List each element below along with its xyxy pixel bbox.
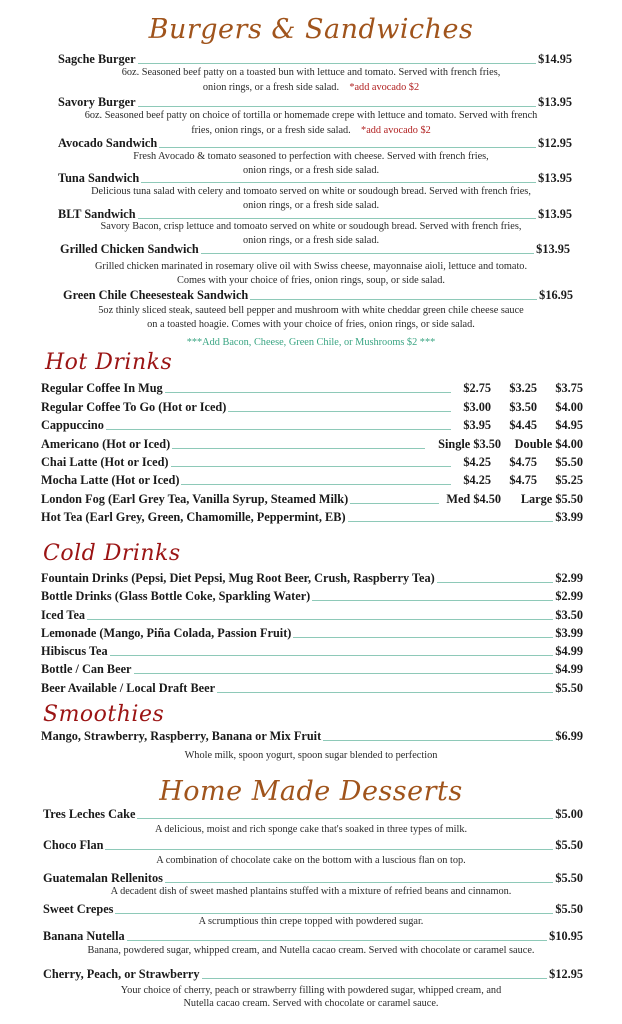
- dot-leader: [106, 429, 451, 430]
- dot-leader: [138, 63, 537, 64]
- item-name: Tuna Sandwich: [58, 171, 140, 185]
- menu-item-banana-nutella: Banana Nutella $10.95: [43, 929, 583, 943]
- menu-item-bottle-can-beer: Bottle / Can Beer $4.99: [41, 662, 583, 676]
- menu-item-cherry-peach-strawberry: Cherry, Peach, or Strawberry $12.95: [43, 967, 583, 981]
- menu-item-lemonade: Lemonade (Mango, Piña Colada, Passion Fruit) $3.99: [41, 626, 583, 640]
- dot-leader: [137, 818, 553, 819]
- menu-item-smoothie: Mango, Strawberry, Raspberry, Banana or Mix Fruit $6.99: [41, 729, 583, 743]
- menu-item-green-chile-cheesesteak: [63, 288, 573, 302]
- dot-leader: [217, 692, 553, 693]
- menu-item-grilled-chicken-sandwich: [60, 242, 570, 256]
- section-title-burgers: Burgers & Sandwiches: [148, 14, 474, 45]
- item-description: Whole milk, spoon yogurt, spoon sugar blended to perfection: [184, 750, 438, 761]
- item-name: Savory Burger: [58, 95, 136, 109]
- item-price: $16.95: [539, 288, 573, 302]
- menu-item-avocado-sandwich: [58, 136, 572, 150]
- dot-leader: [312, 600, 553, 601]
- item-name: BLT Sandwich: [58, 207, 136, 221]
- dot-leader: [228, 411, 451, 412]
- dot-leader: [350, 503, 439, 504]
- item-price: $14.95: [538, 52, 572, 66]
- section-title-smoothies: Smoothies: [43, 702, 165, 727]
- dot-leader: [293, 637, 553, 638]
- menu-item-fountain-drinks: Fountain Drinks (Pepsi, Diet Pepsi, Mug Root Beer, Crush, Raspberry Tea) $2.99: [41, 571, 583, 585]
- dot-leader: [348, 521, 554, 522]
- dot-leader: [127, 940, 548, 941]
- dot-leader: [181, 484, 451, 485]
- item-description: Savory Bacon, crisp lettuce and tomoato served on white or soudough bread. Served with french fries, onion rings, or a fresh side salad.: [100, 221, 522, 246]
- menu-item-choco-flan: Choco Flan $5.50: [43, 838, 583, 852]
- menu-item-draft-beer: Beer Available / Local Draft Beer $5.50: [41, 681, 583, 695]
- dot-leader: [165, 882, 553, 883]
- menu-item-tuna-sandwich: [58, 171, 572, 185]
- dot-leader: [250, 299, 537, 300]
- dot-leader: [437, 582, 554, 583]
- menu-item-mocha-latte: Mocha Latte (Hot or Iced) $4.25 $4.75 $5.25: [41, 473, 583, 487]
- dot-leader: [134, 673, 554, 674]
- item-description: 5oz thinly sliced steak, sauteed bell pepper and mushroom with white cheddar green chile cheese sauce on a toasted hoagie. Comes with your choice of fries, onion rings, or side salad.: [98, 305, 524, 330]
- dot-leader: [87, 619, 553, 620]
- addon-note: ***Add Bacon, Cheese, Green Chile, or Mushrooms $2 ***: [186, 337, 436, 348]
- dot-leader: [171, 466, 451, 467]
- section-title-cold-drinks: Cold Drinks: [43, 541, 181, 566]
- menu-item-blt-sandwich: [58, 207, 572, 221]
- section-title-desserts: Home Made Desserts: [159, 776, 463, 807]
- dot-leader: [165, 392, 451, 393]
- item-name: Green Chile Cheesesteak Sandwich: [63, 288, 249, 302]
- addon-avocado: *add avocado $2: [361, 125, 431, 136]
- menu-item-hibiscus-tea: Hibiscus Tea $4.99: [41, 644, 583, 658]
- dot-leader: [138, 218, 537, 219]
- menu-item-savory-burger: [58, 95, 572, 109]
- item-price: $13.95: [536, 242, 570, 256]
- item-price: $13.95: [538, 171, 572, 185]
- item-name: Grilled Chicken Sandwich: [60, 242, 199, 256]
- item-description: 6oz. Seasoned beef patty on choice of tortilla or homemade crepe with lettuce and tomato. Served with french fries, onion rings, or a fresh side salad. *add avocado $2: [84, 110, 538, 136]
- dot-leader: [202, 978, 548, 979]
- item-name: Sagche Burger: [58, 52, 136, 66]
- menu-item-sagche-burger: [58, 52, 572, 66]
- dot-leader: [172, 448, 425, 449]
- section-title-hot-drinks: Hot Drinks: [45, 350, 173, 375]
- menu-item-cappuccino: Cappuccino $3.95 $4.45 $4.95: [41, 418, 583, 432]
- dot-leader: [323, 740, 553, 741]
- item-description: A scrumptious thin crepe topped with powdered sugar.: [198, 916, 424, 927]
- dot-leader: [201, 253, 534, 254]
- item-description: Fresh Avocado & tomato seasoned to perfection with cheese. Served with french fries, onion rings, or a fresh side salad.: [133, 151, 489, 176]
- menu-item-americano: Americano (Hot or Iced) Single $3.50 Double $4.00: [41, 437, 583, 451]
- item-prices: $3.00 $3.50 $4.00: [463, 400, 583, 414]
- item-prices: $2.75 $3.25 $3.75: [463, 381, 583, 395]
- item-description: A delicious, moist and rich sponge cake that's soaked in three types of milk.: [154, 824, 468, 835]
- item-description: Your choice of cherry, peach or strawberry filling with powdered sugar, whipped cream, and Nutella cacao cream. Served with chocolate or caramel sauce.: [120, 985, 502, 1009]
- item-name: Avocado Sandwich: [58, 136, 158, 150]
- item-prices: $4.25 $4.75 $5.25: [463, 473, 583, 487]
- menu-item-hot-tea: Hot Tea (Earl Grey, Green, Chamomille, Peppermint, EB) $3.99: [41, 510, 583, 524]
- menu-item-regular-coffee-mug: Regular Coffee In Mug $2.75 $3.25 $3.75: [41, 381, 583, 395]
- menu-item-guatemalan-rellenitos: Guatemalan Rellenitos $5.50: [43, 871, 583, 885]
- item-prices: Med $4.50 Large $5.50: [446, 492, 583, 506]
- item-description: Delicious tuna salad with celery and tomoato served on white or soudough bread. Served with french fries, onion rings, or a fresh side salad.: [91, 186, 531, 211]
- item-description: A combination of chocolate cake on the bottom with a luscious flan on top.: [156, 855, 466, 866]
- dot-leader: [138, 106, 537, 107]
- item-prices: Single $3.50 Double $4.00: [438, 437, 583, 451]
- dot-leader: [110, 655, 554, 656]
- menu-item-chai-latte: Chai Latte (Hot or Iced) $4.25 $4.75 $5.50: [41, 455, 583, 469]
- item-price: $12.95: [538, 136, 572, 150]
- item-description: Grilled chicken marinated in rosemary olive oil with Swiss cheese, mayonnaise aioli, lettuce and tomato. Comes with your choice of fries, onion rings, soup, or side salad.: [94, 261, 528, 286]
- item-price: $13.95: [538, 207, 572, 221]
- menu-item-sweet-crepes: Sweet Crepes $5.50: [43, 902, 583, 916]
- menu-item-bottle-drinks: Bottle Drinks (Glass Bottle Coke, Sparkling Water) $2.99: [41, 589, 583, 603]
- menu-item-regular-coffee-to-go: Regular Coffee To Go (Hot or Iced) $3.00 $3.50 $4.00: [41, 400, 583, 414]
- item-prices: $3.95 $4.45 $4.95: [463, 418, 583, 432]
- dot-leader: [105, 849, 553, 850]
- menu-item-tres-leches: Tres Leches Cake $5.00: [43, 807, 583, 821]
- addon-avocado: *add avocado $2: [349, 82, 420, 93]
- menu-item-iced-tea: Iced Tea $3.50: [41, 608, 583, 622]
- menu-item-london-fog: London Fog (Earl Grey Tea, Vanilla Syrup, Steamed Milk) Med $4.50 Large $5.50: [41, 492, 583, 506]
- item-description: 6oz. Seasoned beef patty on a toasted bun with lettuce and tomato. Served with french fries, onion rings, or a fresh side salad. *add avocado $2: [121, 67, 501, 93]
- item-description: Banana, powdered sugar, whipped cream, and Nutella cacao cream. Served with chocolate or caramel sauce.: [87, 945, 535, 956]
- dot-leader: [141, 182, 536, 183]
- dot-leader: [159, 147, 536, 148]
- item-description: A decadent dish of sweet mashed plantains stuffed with a mixture of refried beans and cinnamon.: [110, 886, 512, 897]
- item-price: $13.95: [538, 95, 572, 109]
- item-prices: $4.25 $4.75 $5.50: [463, 455, 583, 469]
